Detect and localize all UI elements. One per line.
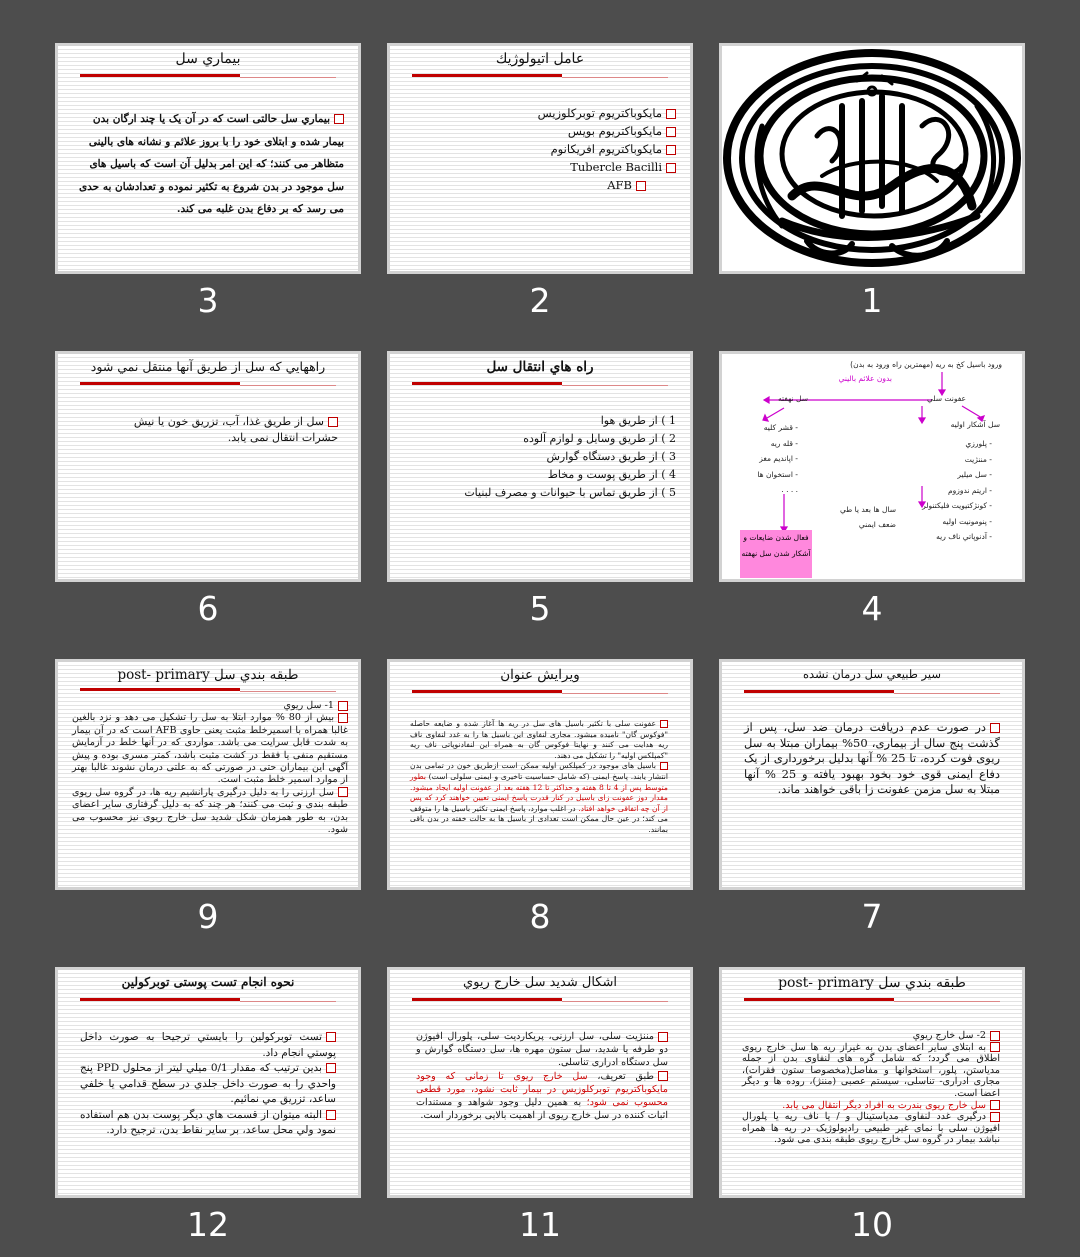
slide-number-7: 7 <box>861 897 883 936</box>
slide-9-body: 1- سل ريوي بيش از 80 % موارد ابتلا به سل را تشکيل می دهد و نزد بالغين غالبا همراه با اسميرخلط مثبت يعنی حاوی AFB است که در آن بيمار به شدت قابل سرايت می باشد. مواردی که در آنها خلط در آزمايش مستقيم منفی يا فقط در کشت مثبت باشد، کمتر مسری بوده و پيش آگهی اين بيماران حتی در صورتی که به علتی درمان نشوند غالبا بهتر از موارد اسمير خلط مثبت است. سل ارزنی را به دليل درگيری پارانشيم ريه ها، در گروه سل ريوی طبقه بندی و ثبت می کنند؛ هر چند که به دليل گرفتاری ساير اعضای بدن، به طور همزمان شکل شديد سل خارج ريوی نيز محسوب می شود. <box>72 700 348 836</box>
slide-number-8: 8 <box>529 897 551 936</box>
slide-number-3: 3 <box>197 281 219 320</box>
bullet-icon <box>334 114 344 124</box>
list-item: Tubercle Bacilli <box>408 158 676 176</box>
slide-10-body: 2- سل خارج ريوي به ابتلای ساير اعضای بدن به غيراز ريه ها سل خارج ريوی اطلاق می گردد؛ که شامل گره های لنفاوی بدن از جمله مدياستن، پلور، استخوانها و مفاصل(مخصوصا ستون فقرات)، مجاری ادراری- تناسلی، سيستم عصبی (مننژ)، روده ها و ديگر اعضا است. سل خارج ريوی بندرت به افراد ديگر انتقال می يابد. درگيری غدد لنفاوی مدياستينال و / يا ناف ريه يا پلورال افيوژن سلی با نمای غير طبيعی راديولوژيک در ريه ها همراه نباشد بيمار در گروه سل خارج ريوی طبقه بندی می شود. <box>742 1030 1000 1146</box>
list-item: بدين ترتيب که مقدار 0/1 ميلي ليتر از محلول PPD پنج واحدي را به صورت داخل جلدي در سطح قدامي يا خلفي ساعد، تزريق مي نمائيم. <box>80 1062 336 1105</box>
slide-number-11: 11 <box>519 1205 561 1244</box>
slide-6-title: راههايي كه سل از طريق آنها منتقل نمي شود <box>90 359 326 374</box>
slide-5-list <box>408 412 676 502</box>
slide-8-preview <box>387 659 693 890</box>
slide-5-preview <box>387 351 693 582</box>
reactivation-box: فعال شدن ضايعات و آشکار شدن سل نهفته <box>740 530 812 578</box>
list-item: مايكوباكتريوم افريكانوم <box>408 140 676 158</box>
list-item: 3 ) از طريق دستگاه گوارش <box>546 450 676 463</box>
slide-11-title: اشكال شديد سل خارج ريوي <box>463 975 617 990</box>
slide-12-preview <box>55 967 361 1198</box>
slide-10-title: طبقه بندي سل post- primary <box>778 975 966 991</box>
list-item: مايكوباكتريوم بويس <box>408 122 676 140</box>
slide-7-title: سير طبيعي سل درمان نشده <box>803 667 941 681</box>
slide-2-preview <box>387 43 693 274</box>
slide-7-body: در صورت عدم دريافت درمان ضد سل، پس از گذشت پنج سال از بيماری، 50% بيماران مبتلا به سل ريوی فوت کرده، تا 25 % آنها بدليل برخورداری از يک دفاع ايمنی قوی خود بخود بهبود يافته و 25 % آنها مبتلا به سل مزمن عفونت زا باقی خواهند ماند. <box>744 720 1000 796</box>
list-item: مايكوباكتريوم توبركلوزيس <box>408 104 676 122</box>
slide-number-2: 2 <box>529 281 551 320</box>
slide-6-preview <box>55 351 361 582</box>
slide-6-body: سل از طريق غذا، آب، تزريق خون يا نيش حشرات انتقال نمی يابد. <box>133 415 338 444</box>
list-item: 1 ) از طريق هوا <box>600 414 676 427</box>
calligraphy-logo-icon <box>722 46 1022 271</box>
slide-2-list <box>408 104 676 194</box>
slide-1-preview <box>719 43 1025 274</box>
slide-number-10: 10 <box>851 1205 893 1244</box>
slide-number-1: 1 <box>861 281 883 320</box>
list-item: 5 ) از طريق تماس با حيوانات و مصرف لبنيات <box>464 486 676 499</box>
list-item: تست توبرکولين را بايستي ترجيحا به صورت داخل پوستي انجام داد. <box>80 1031 336 1059</box>
bullet-icon <box>328 417 338 427</box>
slide-3-title: بيماري سل <box>175 51 241 67</box>
slide-12-title: نحوه انجام تست پوستی توبركولين <box>121 975 295 989</box>
slide-8-title: ويرايش عنوان <box>500 667 580 683</box>
list-item: AFB <box>408 176 676 194</box>
slide-4-preview: ورود باسيل کخ به ريه (مهمترين راه ورود به بدن) بدون علائم باليني عفونت سلي سل نهفته سل آشکار اوليه - قشر کليه - قله ريه - اپانديم مغز - استخوان ها . . . . - پلورزي - مننژيت - سل ميلير - اريتم ندوزوم - کونژکتيويت فليکتنولر - پنومونيت اوليه - آدنوپاتي ناف ريه سال ها بعد يا طي ضعف ايمني فعال شدن ضايعات و آشکار شدن سل نهفته <box>719 351 1025 582</box>
list-item: 2 ) از طريق وسايل و لوازم آلوده <box>523 432 676 445</box>
primary-forms-list: - پلورزي - مننژيت - سل ميلير - اريتم ندوزوم - کونژکتيويت فليکتنولر - پنومونيت اوليه - آدنوپاتي ناف ريه <box>922 439 992 541</box>
slide-3-body: بيماري سل حالتی است که در آن يک يا چند ارگان بدن بيمار شده و ابتلای خود را با بروز علائم و نشانه های بالينی متظاهر می کنند؛ که اين امر بدليل آن است که باسيل های سل موجود در بدن شروع به تکثير نموده و تعدادشان به حدی می رسد که بر دفاع بدن غلبه می کند. <box>78 113 344 215</box>
slide-11-body: مننژيت سلی، سل ارزنی، پريکارديت سلی، پلورال افيوژن دو طرفه يا شديد، سل ستون مهره ها، سل دستگاه گوارش و سل دستگاه ادراری تناسلی. طبق تعريف، سل خارج ريوی تا زمانی که وجود مايکوباکتريوم توبرکلوزيس در بيمار ثابت نشود، مورد قطعی محسوب نمی شود؛ به همين دليل وجود شواهد و مستندات اثبات کننده در سل خارج ريوی از اهميت بالايی برخوردار است. <box>416 1031 668 1122</box>
slide-11-preview <box>387 967 693 1198</box>
slide-number-9: 9 <box>197 897 219 936</box>
slide-10-preview <box>719 967 1025 1198</box>
slide-12-list <box>80 1030 336 1139</box>
list-item: البته ميتوان از قسمت هاي ديگر پوست بدن هم استفاده نمود ولي محل ساعد، بر ساير نقاط بدن، ترجيح دارد. <box>80 1108 336 1136</box>
slide-number-12: 12 <box>187 1205 229 1244</box>
slide-9-title: طبقه بندي سل post- primary <box>117 667 299 683</box>
latent-sites-list: - قشر کليه - قله ريه - اپانديم مغز - استخوان ها . . . . <box>757 423 798 494</box>
slide-number-6: 6 <box>197 589 219 628</box>
list-item: 4 ) از طريق پوست و مخاط <box>547 468 676 481</box>
slide-9-preview <box>55 659 361 890</box>
slide-number-4: 4 <box>861 589 883 628</box>
slide-number-5: 5 <box>529 589 551 628</box>
slide-8-body: عفونت سلی با تکثير باسيل های سل در ريه ها آغاز شده و ضايعه حاصله "فوکوس گان" ناميده ميشود. مجاری لنفاوی اين باسيل ها را به غدد لنفاوی ناف ريه هدايت می کنند و نهايتا فوکوس گان به همراه اين لنفادنوپاتی ناف ريه "کمپلکس اوليه" را تشکيل می دهند. باسيل های موجود در کمپلکس اوليه ممکن است ازطريق خون در تمامی بدن انتشار يابند. پاسخ ايمنی (که شامل حساسيت تاخيری و ايمنی سلولی است) بطور متوسط پس از 4 تا 8 هفته و حداکثر تا 12 هفته بعد از عفونت اوليه ايجاد ميشود. مقدار دوز عفونت زای باسيل در کنار قدرت پاسخ ايمنی تعيين خواهند کرد که پس از آن چه اتفاقی خواهد افتاد. در اغلب موارد، پاسخ ايمنی تکثير باسيل ها را متوقف می کند؛ در عين حال ممکن است تعدادی از باسيل ها به حالت خفته در بدن باقی بمانند. <box>410 719 668 834</box>
slide-7-preview <box>719 659 1025 890</box>
slide-5-title: راه هاي انتقال سل <box>486 359 594 375</box>
slide-3-preview <box>55 43 361 274</box>
slide-2-title: عامل اتيولوژيك <box>495 51 585 67</box>
